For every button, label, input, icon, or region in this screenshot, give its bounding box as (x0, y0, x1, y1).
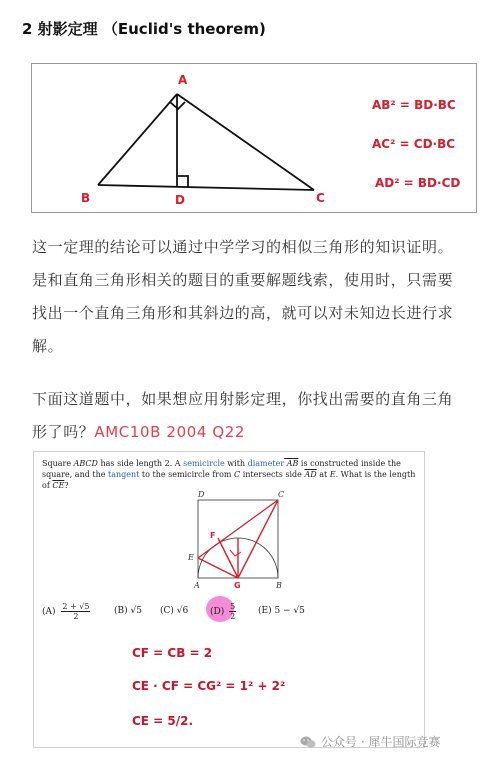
choice-e[interactable]: (E) 5 − √5 (258, 606, 305, 616)
choice-a-label: (A) (42, 607, 56, 617)
watermark-text: 公众号 · 犀牛国际竞赛 (321, 735, 441, 749)
vertex-c-label: C (316, 191, 325, 205)
segment-ce: $\overline{CE}$ (52, 481, 65, 490)
square-diagram (184, 490, 284, 590)
vertex-b-label: B (81, 191, 91, 205)
question-text: 下面这道题中，如果想应用射影定理，你找出需要的直角三角形了吗？ (32, 390, 454, 441)
segment-ad: $\overline{AD}$ (304, 470, 317, 479)
solution-step-3: CE = 5/2. (132, 714, 194, 728)
side-ac (177, 94, 314, 190)
problem-text-part: intersects side (240, 470, 305, 479)
diagram-label-e: E (188, 553, 194, 562)
formula-ac: AC² = CD·BC (372, 137, 456, 151)
choice-a-fraction (61, 602, 90, 621)
formula-ab: AB² = BD·BC (372, 98, 456, 112)
diagram-label-f: F (210, 531, 216, 540)
triangle-figure (31, 63, 477, 213)
tangent-link[interactable]: tangent (108, 470, 140, 479)
problem-text-part: has side length 2. A (97, 459, 184, 468)
explanation-paragraph: 这一定理的结论可以通过中学学习的相似三角形的知识证明。是和直角三角形相关的题目的重要解题线索，使用时，只需要找出一个直角三角形和其斜边的高，就可以对未知边长进行求解。 (32, 238, 454, 355)
choice-d-numerator: 5 (230, 602, 236, 611)
problem-text-part: ? (64, 481, 69, 490)
solution-step-1: CF = CB = 2 (132, 646, 213, 660)
segment-ab: AB (284, 459, 299, 468)
problem-text-part: . What is the length of (42, 470, 416, 490)
semicircle-link[interactable]: semicircle (183, 459, 225, 468)
solution-step-2: CE · CF = CG² = 1² + 2² (132, 679, 286, 693)
side-bc (98, 185, 314, 190)
problem-source-link[interactable]: AMC10B 2004 Q22 (94, 423, 246, 441)
diagram-label-a: A (194, 581, 200, 590)
choice-b[interactable]: (B) √5 (114, 606, 142, 616)
choice-d-denominator: 2 (230, 612, 236, 621)
watermark (300, 733, 440, 750)
wechat-icon (300, 735, 316, 749)
diagram-label-b: B (276, 581, 282, 590)
choice-d-label: (D) (210, 607, 225, 617)
choice-d[interactable] (210, 602, 236, 621)
choice-a-numerator: 2 + √5 (62, 602, 90, 611)
right-angle-mark-d (177, 176, 188, 187)
problem-statement (42, 458, 422, 491)
point-e: E (329, 470, 336, 479)
right-triangle-diagram (98, 94, 314, 190)
choice-c[interactable]: (C) √6 (160, 606, 189, 616)
choice-a[interactable] (42, 602, 90, 621)
diagram-label-d: D (198, 490, 205, 499)
diagram-label-c: C (278, 490, 284, 499)
choice-a-denominator: 2 (73, 612, 79, 621)
vertex-d-label: D (175, 193, 185, 207)
side-ab (98, 94, 177, 185)
problem-text-part: with (224, 459, 248, 468)
choice-d-fraction (229, 602, 236, 621)
vertex-a-label: A (178, 73, 188, 87)
problem-image (33, 451, 425, 748)
question-paragraph (32, 383, 462, 449)
formula-ad: AD² = BD·CD (375, 176, 461, 190)
problem-text-part: to the semicircle from (139, 470, 235, 479)
section-title: 2 射影定理 （Euclid's theorem) (22, 20, 266, 38)
point-c: C (234, 470, 241, 479)
problem-text-part: at (316, 470, 330, 479)
diagram-label-g: G (234, 581, 241, 590)
problem-text-part: is constructed inside the square, and the (42, 459, 401, 479)
diameter-link[interactable]: diameter (247, 459, 285, 468)
problem-square-name: ABCD (73, 459, 98, 468)
problem-text-part: Square (42, 459, 74, 468)
